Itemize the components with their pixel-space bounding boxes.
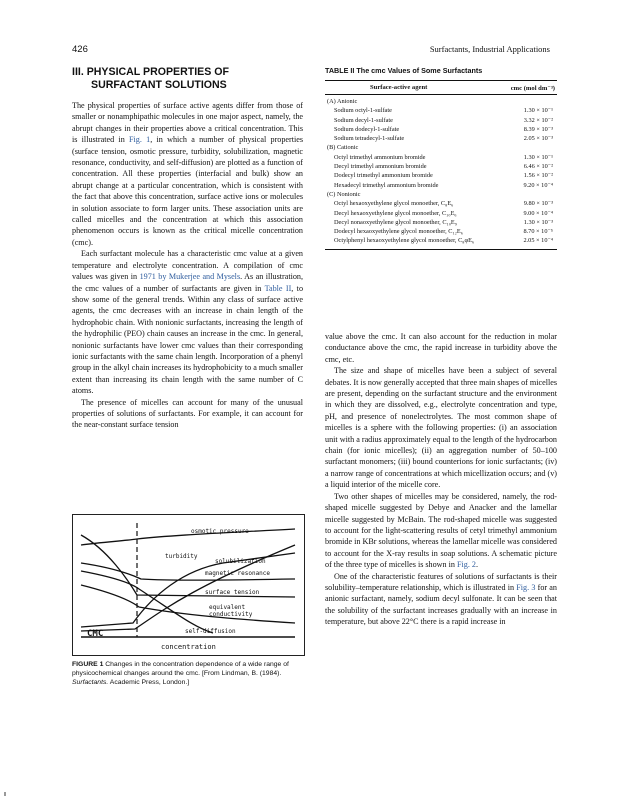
paragraph: The presence of micelles can account for many of the unusual properties of solutions of surfactants. For example, it can account for the near-constant surface tension <box>72 397 303 430</box>
cmc-value: 1.30 × 10⁻¹ <box>523 107 553 115</box>
figure-2-link[interactable]: Fig. 2 <box>457 560 476 570</box>
margin-mark <box>4 792 6 796</box>
table-group-label: (A) Anionic <box>327 98 358 105</box>
page-number: 426 <box>72 44 88 55</box>
surface-tension-label: surface tension <box>205 589 260 596</box>
cmc-value: 8.70 × 10⁻⁵ <box>523 228 553 236</box>
text-run: . As an illustration, the cmc values of a number of surfactants are given in <box>72 272 303 293</box>
figure-1-link[interactable]: Fig. 1 <box>129 135 151 145</box>
cmc-value: 1.30 × 10⁻³ <box>523 218 553 226</box>
table-row <box>325 106 557 115</box>
caption-text: Changes in the concentration dependence of a wide range of physicochemical changes around the cmc. [From Lindman, B. (1984). <box>72 661 289 678</box>
paragraph <box>72 100 303 248</box>
text-run: The physical properties of surface active agents differ from those of smaller or nonamphipathic molecules in one major aspect, namely, the abrupt changes in their properties above a critical concentration. This is illustrated in <box>72 101 303 145</box>
text-run: , to show some of the general trends. Within any class of surface active agents, the cmc decreases with an increase in chain length of the hydrophobic chain. With nonionic surfactants, increasing the length of the hydrophilic (PEO) chain causes an increase in the cmc. In general, nonionic surfactants have lower cmc values than their corresponding ionic surfactants with the same chain length. Incorporation of a phenyl group in the alkyl chain increases its hydrophobicity to a much smaller extent than increasing its chain length with the same number of C atoms. <box>72 283 304 396</box>
figure-caption <box>72 660 303 688</box>
column-header-cmc: cmc (mol dm⁻³) <box>510 85 555 92</box>
cmc-value: 6.46 × 10⁻² <box>523 163 553 171</box>
surfactant-name: Octylphenyl hexaoxyethylene glycol monoether, C₈φE₆ <box>334 237 475 245</box>
cmc-value: 1.30 × 10⁻¹ <box>523 153 553 161</box>
figure-3-link[interactable]: Fig. 3 <box>516 582 536 592</box>
text-run: . <box>475 560 478 570</box>
surfactant-name: Octyl hexaoxyethylene glycol monoether, C₈E₆ <box>334 200 454 208</box>
section-heading-line2: SURFACTANT SOLUTIONS <box>91 79 227 91</box>
conductivity-curve <box>81 585 295 623</box>
paragraph <box>72 248 303 396</box>
figure-1-plot <box>73 515 304 655</box>
table-row <box>325 171 557 180</box>
table-title: TABLE II The cmc Values of Some Surfactants <box>325 66 483 75</box>
osmotic-pressure-label: osmotic pressure <box>191 528 249 535</box>
surface-tension-curve <box>81 535 295 597</box>
cmc-value: 9.00 × 10⁻⁴ <box>523 209 553 217</box>
table-row <box>325 134 557 143</box>
text-run: One of the characteristic features of solutions of surfactants is their solubility–temperature relationship, which is illustrated in <box>325 571 557 592</box>
paragraph <box>325 571 557 628</box>
table-row <box>325 153 557 162</box>
surfactant-name: Sodium dodecyl-1-sulfate <box>334 125 400 133</box>
surfactant-name: Dodecyl trimethyl ammonium bromide <box>334 172 433 180</box>
surfactant-name: Octyl trimethyl ammonium bromide <box>334 153 426 161</box>
section-heading-line1: III. PHYSICAL PROPERTIES OF <box>72 66 229 78</box>
table-2-link[interactable]: Table II <box>264 283 292 293</box>
cmc-value: 9.80 × 10⁻³ <box>523 200 553 208</box>
column-header-agent: Surface-active agent <box>370 84 428 91</box>
surfactant-name: Hexadecyl trimethyl ammonium bromide <box>334 181 439 189</box>
text-run: for an anionic surfactant, namely, sodium decyl sulfonate. It can be seen that the solubility of the surfactant increases gradually with an increase in temperature, but above 22°C there is a rapid increase in <box>325 582 557 627</box>
paragraph <box>325 491 557 571</box>
x-axis-label: concentration <box>161 643 216 651</box>
caption-italic: Surfactants. <box>72 679 109 687</box>
magnetic-resonance-label: magnetic resonance <box>205 570 271 577</box>
caption-label: FIGURE 1 <box>72 661 104 668</box>
table-row <box>325 116 557 125</box>
conductivity-label: conductivity <box>209 611 253 618</box>
text-run: Two other shapes of micelles may be considered, namely, the rod-shaped micelle suggested by Debye and Anacker and the lamellar micelle suggested by McBain. The rod-shaped micelle was suggested to account for the light-scattering results of cetyl trimethyl ammonium bromide in KBr solutions, whereas the lamellar micelle was considered to account for the X-ray results in soap solutions. A schematic picture of the three type of micelles is shown in <box>325 491 557 570</box>
table-row <box>325 199 557 208</box>
cmc-value: 9.20 × 10⁻⁴ <box>523 181 553 189</box>
caption-end: Academic Press, London.] <box>108 679 190 687</box>
table-row <box>325 162 557 171</box>
surfactant-name: Decyl nonaoxyethylene glycol monoether, C₁₀E₉ <box>334 218 457 226</box>
surfactant-name: Decyl trimethyl ammonium bromide <box>334 163 427 171</box>
cmc-value: 2.05 × 10⁻⁴ <box>523 237 553 245</box>
right-column <box>325 331 557 628</box>
equivalent-label: equivalent <box>209 604 246 611</box>
cmc-value: 2.05 × 10⁻³ <box>523 135 553 143</box>
table-row <box>325 236 557 245</box>
cmc-table <box>325 66 557 250</box>
surfactant-name: Sodium decyl-1-sulfate <box>334 116 393 124</box>
text-run: Each surfactant molecule has a characteristic cmc value at a given temperature and electrolyte concentration. A compilation of cmc values was given in <box>72 249 303 282</box>
cmc-value: 1.56 × 10⁻² <box>523 172 553 180</box>
cmc-value: 3.32 × 10⁻² <box>523 116 553 124</box>
solubilization-label: solubilization <box>215 558 266 565</box>
section-heading <box>72 66 304 92</box>
paragraph: value above the cmc. It can also account for the reduction in molar conductance above the cmc, the rapid increase in turbidity above the cmc, etc. <box>325 332 557 364</box>
cmc-value: 8.39 × 10⁻³ <box>523 125 553 133</box>
surfactant-name: Sodium tetradecyl-1-sulfate <box>334 135 405 143</box>
table-group-label: (C) Nonionic <box>327 190 361 198</box>
surfactant-name: Decyl hexaoxyethylene glycol monoether, C₁₀E₆ <box>334 209 457 217</box>
mukerjee-mysels-link[interactable]: 1971 by Mukerjee and Mysels <box>139 272 241 282</box>
table-header <box>325 81 557 94</box>
table-row <box>325 125 557 134</box>
surfactant-name: Sodium octyl-1-sulfate <box>334 107 392 115</box>
running-head: Surfactants, Industrial Applications <box>429 44 550 54</box>
text-run: , in which a number of physical properties (surface tension, osmotic pressure, turbidity, solubilization, magnetic resonance, conductivity, and self-diffusion) are plotted as a function of concentration. All these properties (interfacial and bulk) show an abrupt change at a particular concentration, which is consistent with the fact that above this concentration, surface active ions or molecules in solution associate to form larger units. These association units are called micelles and the concentration at which this association phenomenon occurs is known as the critical micelle concentration (cmc). <box>72 135 304 247</box>
osmotic-pressure-curve <box>81 529 295 545</box>
figure-1 <box>72 514 305 656</box>
paragraph: The size and shape of micelles have been a subject of several debates. It is now generally accepted that three main shapes of micelles are present, depending on the surfactant structure and the environment in which they are dissolved, e.g., electrolyte concentration and type, pH, and presence of nonelectrolytes. The most common shape of micelles is a sphere with the following properties: (i) an association unit with a radius approximately equal to the length of the hydrocarbon chain (for ionic micelles); (ii) an aggregation number of 50–100 surfactant monomers; (iii) bound counterions for ionic surfactants; (iv) a narrow range of concentrations at which micellization occurs; and (v) a liquid interior of the micelle core. <box>325 366 557 490</box>
table-row <box>325 227 557 236</box>
cmc-label: CMC <box>87 629 104 639</box>
turbidity-label: turbidity <box>165 553 198 560</box>
table-body <box>325 95 557 246</box>
surfactant-name: Dodecyl hexaoxyethylene glycol monoether, C₁₂E₆ <box>334 228 463 236</box>
table-rule <box>325 249 557 250</box>
left-column <box>72 100 303 431</box>
self-diffusion-label: self-diffusion <box>185 628 236 635</box>
table-group-label: (B) Cationic <box>327 144 359 152</box>
table-row <box>325 209 557 218</box>
table-row <box>325 181 557 190</box>
table-row <box>325 218 557 227</box>
